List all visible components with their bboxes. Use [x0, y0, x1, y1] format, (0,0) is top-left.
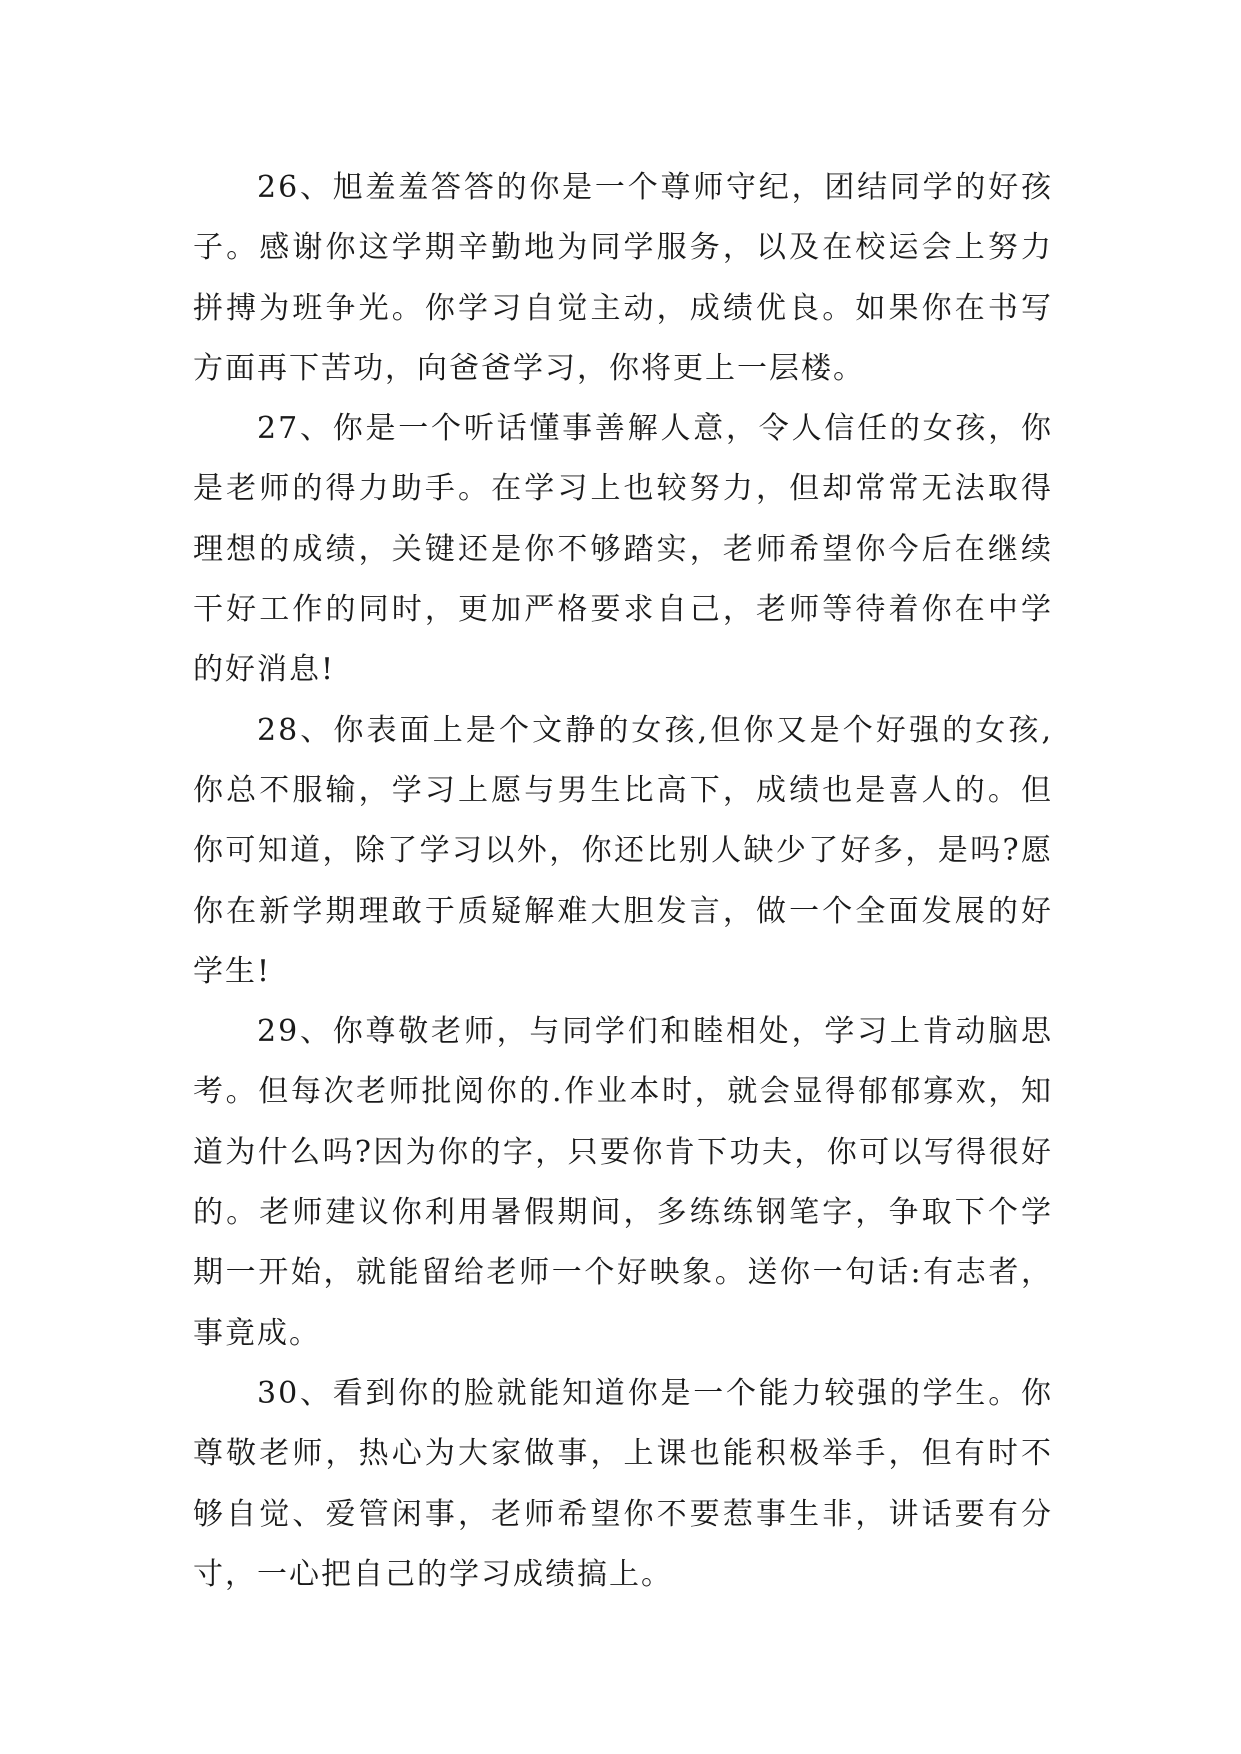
paragraph-26: 26、旭羞羞答答的你是一个尊师守纪，团结同学的好孩子。感谢你这学期辛勤地为同学服务，以及在校运会上努力拼搏为班争光。你学习自觉主动，成绩优良。如果你在书写方面再下苦功，向爸爸学习，你将更上一层楼。 — [193, 170, 1053, 386]
document-body — [193, 158, 1053, 1605]
paragraph-29: 29、你尊敬老师，与同学们和睦相处，学习上肯动脑思考。但每次老师批阅你的.作业本时，就会显得郁郁寡欢，知道为什么吗?因为你的字，只要你肯下功夫，你可以写得很好的。老师建议你利用暑假期间，多练练钢笔字，争取下个学期一开始，就能留给老师一个好映象。送你一句话:有志者，事竟成。 — [193, 1014, 1053, 1351]
paragraph-30: 30、看到你的脸就能知道你是一个能力较强的学生。你尊敬老师，热心为大家做事，上课也能积极举手，但有时不够自觉、爱管闲事，老师希望你不要惹事生非，讲话要有分寸，一心把自己的学习成绩搞上。 — [193, 1375, 1053, 1592]
paragraph-27: 27、你是一个听话懂事善解人意，令人信任的女孩，你是老师的得力助手。在学习上也较努力，但却常常无法取得理想的成绩，关键还是你不够踏实，老师希望你今后在继续干好工作的同时，更加严格要求自己，老师等待着你在中学的好消息! — [193, 411, 1053, 688]
paragraph-28: 28、你表面上是个文静的女孩,但你又是个好强的女孩,你总不服输，学习上愿与男生比高下，成绩也是喜人的。但你可知道，除了学习以外，你还比别人缺少了好多，是吗?愿你在新学期理敢于质疑解难大胆发言，做一个全面发展的好学生! — [193, 712, 1053, 989]
